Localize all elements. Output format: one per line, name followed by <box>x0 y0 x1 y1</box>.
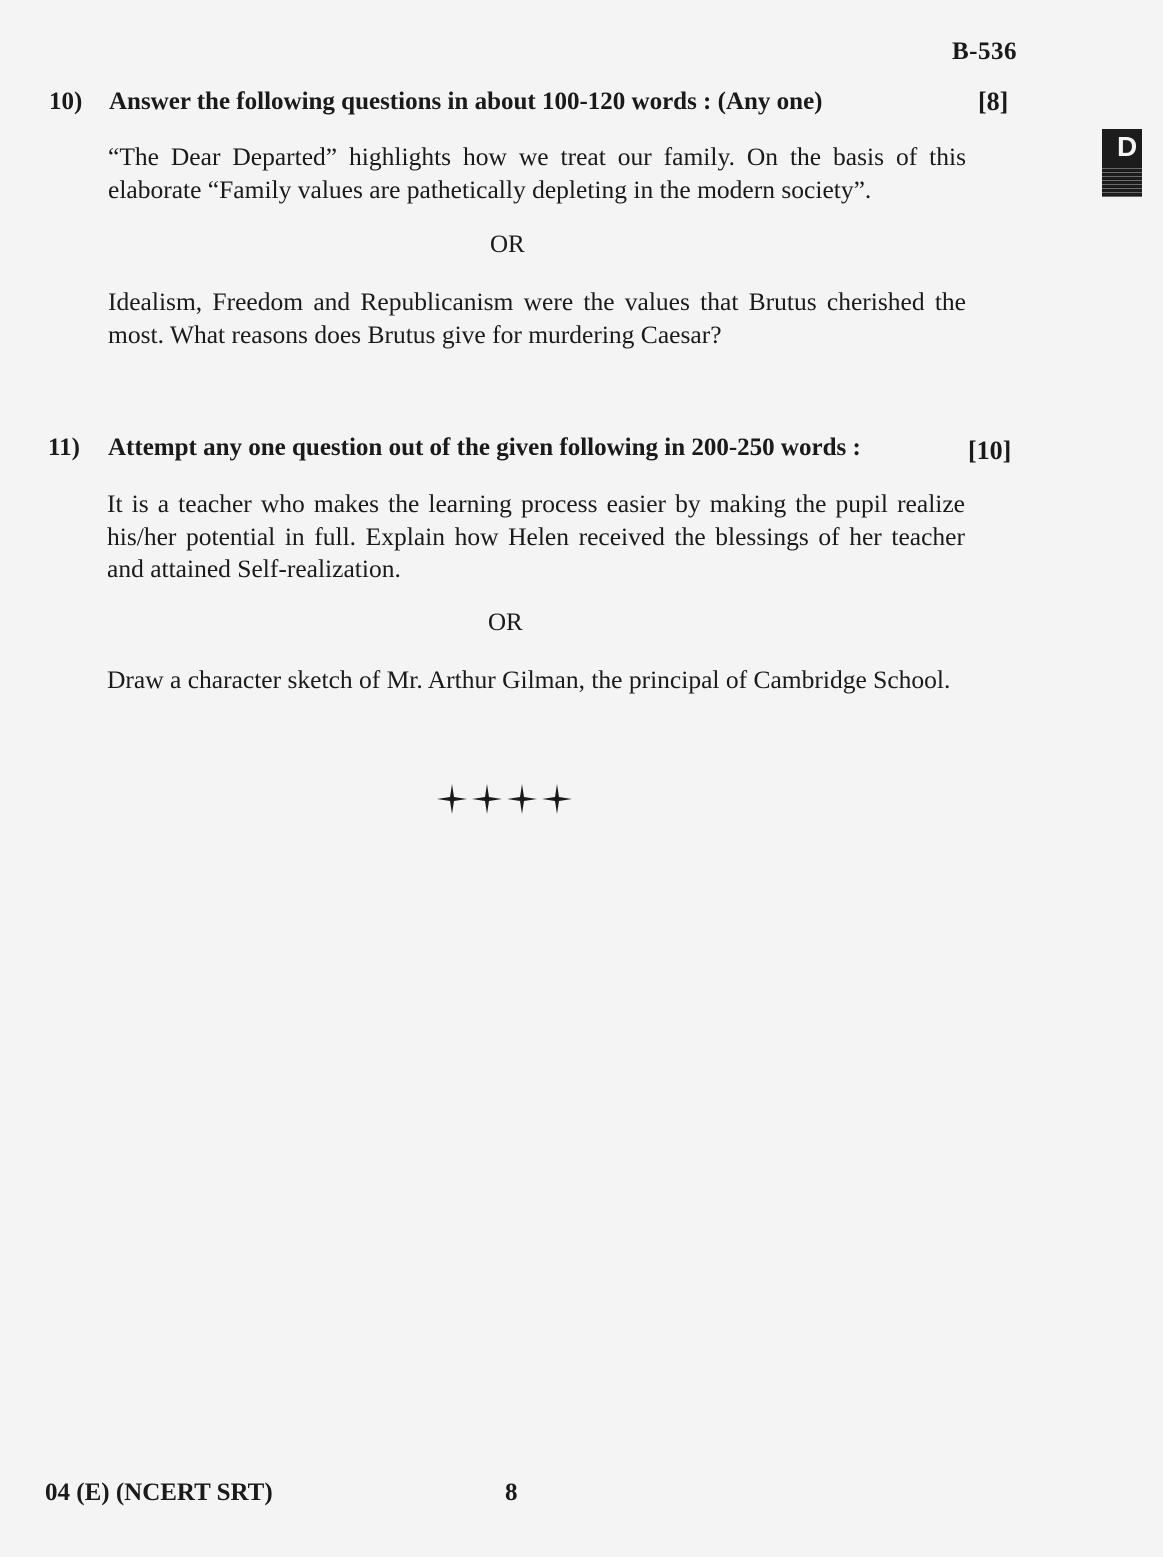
question-10-marks: [8] <box>978 87 1009 116</box>
side-tab-letter: D <box>1117 131 1138 162</box>
star-icon <box>542 784 572 814</box>
question-11-marks: [10] <box>968 436 1012 465</box>
side-tab-marker <box>1102 129 1142 197</box>
question-11-option-2: Draw a character sketch of Mr. Arthur Gilman, the principal of Cambridge School. <box>107 665 951 694</box>
star-icon <box>472 784 502 814</box>
star-icon <box>437 784 467 814</box>
question-11-or: OR <box>488 609 523 636</box>
question-10-number: 10) <box>49 88 83 115</box>
question-10-option-2: Idealism, Freedom and Republicanism were the values that Brutus cherished the most. What reasons does Brutus give for murdering Caesar? <box>108 287 966 349</box>
question-11-option-1: It is a teacher who makes the learning process easier by making the pupil realize his/her potential in full. Explain how Helen received the blessings of her teacher and attained Self-realization. <box>107 489 965 583</box>
four-star-divider-icon <box>434 782 576 816</box>
question-11-number: 11) <box>48 434 80 461</box>
side-tab-stripes <box>1102 165 1142 197</box>
question-10-or: OR <box>490 231 525 258</box>
paper-code: B-536 <box>952 38 1017 65</box>
subject-code: 04 (E) (NCERT SRT) <box>45 1479 273 1506</box>
star-icon <box>507 784 537 814</box>
question-10-instruction: Answer the following questions in about 100-120 words : (Any one) <box>109 88 823 115</box>
question-10-option-1: “The Dear Departed” highlights how we treat our family. On the basis of this elaborate “Family values are pathetically depleting in the modern society”. <box>108 142 966 204</box>
question-11-instruction: Attempt any one question out of the given following in 200-250 words : <box>108 434 861 461</box>
page-number: 8 <box>505 1479 518 1506</box>
